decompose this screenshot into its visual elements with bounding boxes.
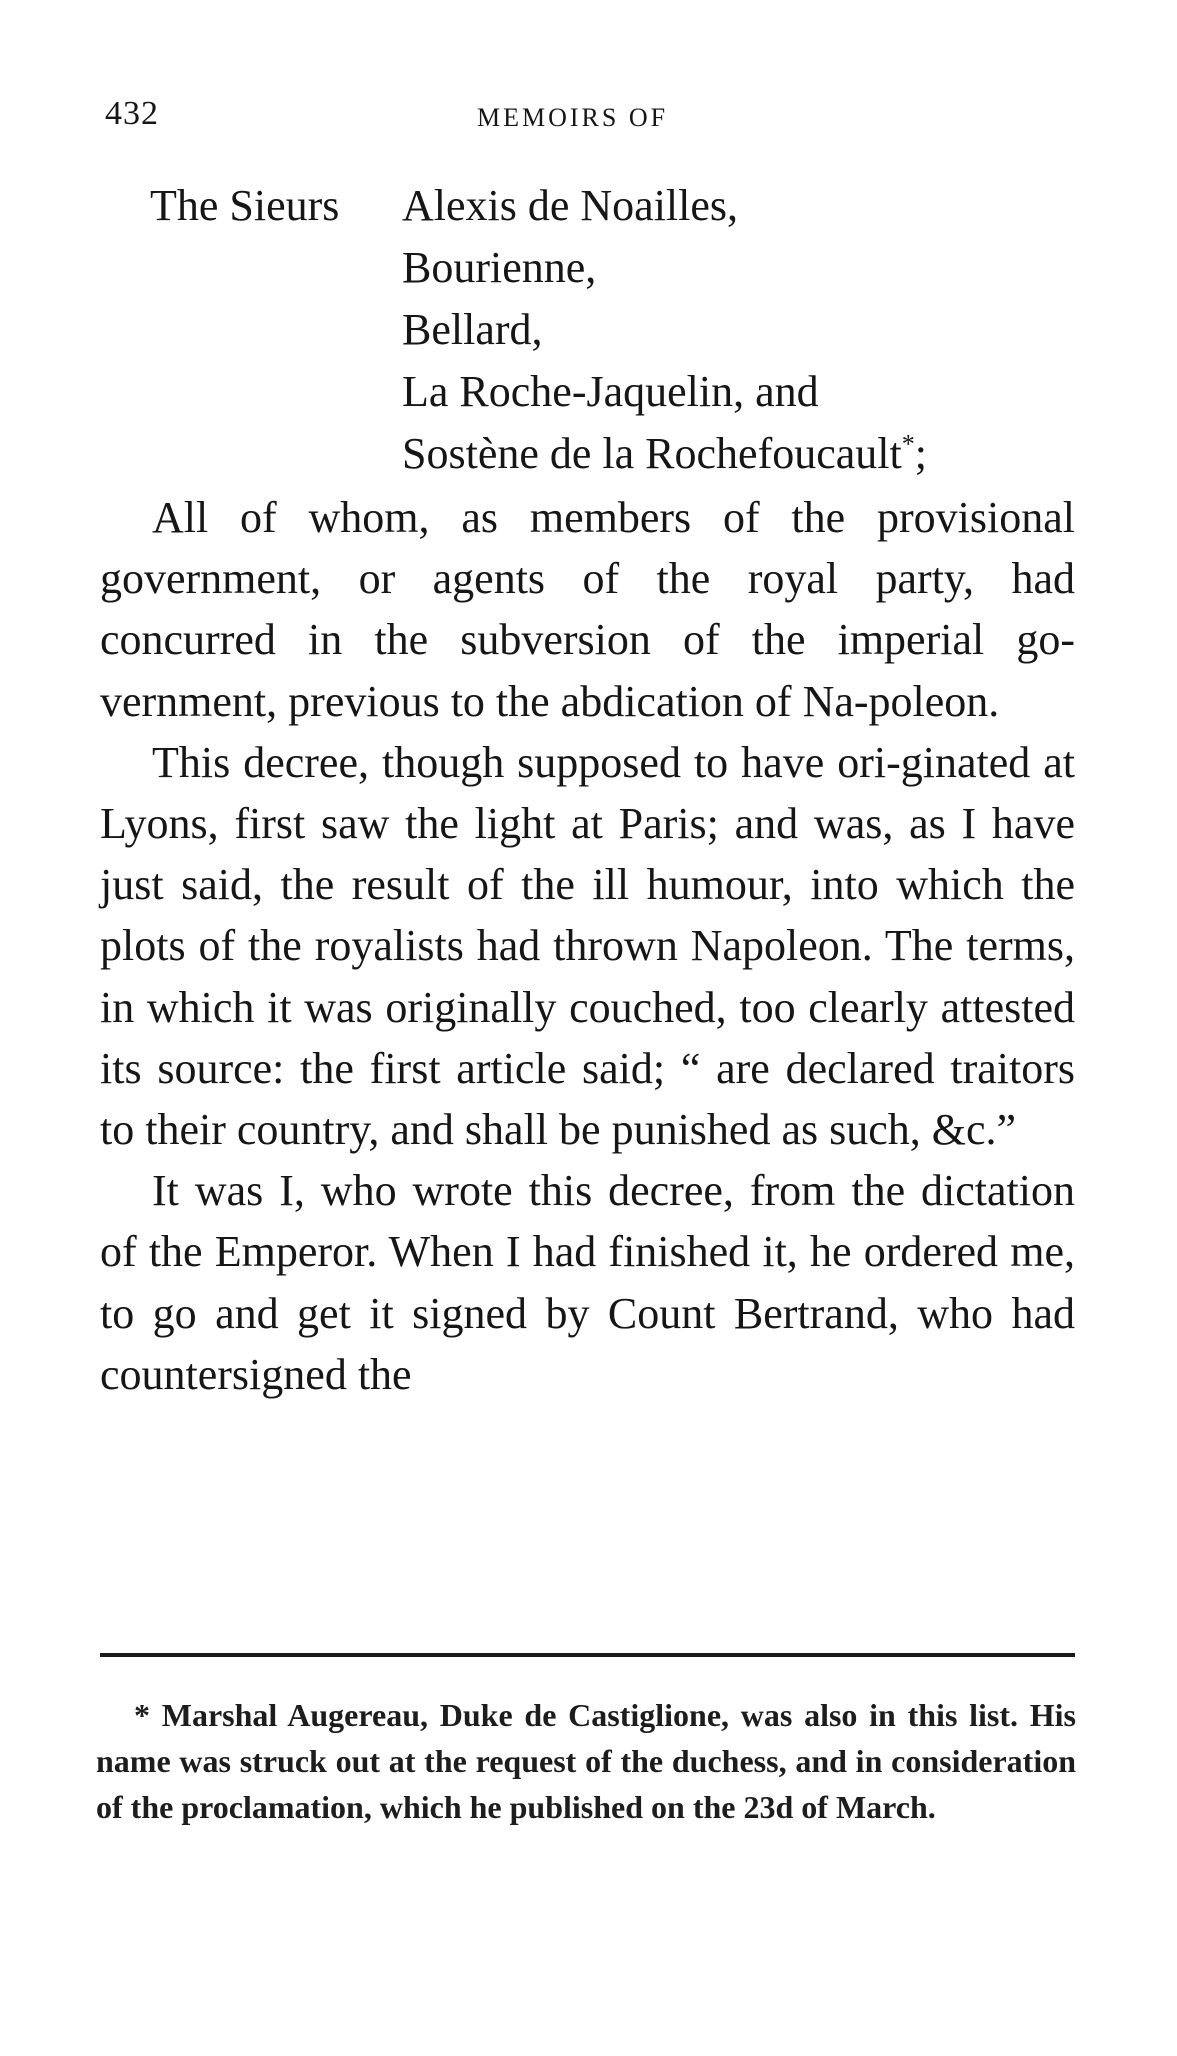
names-list-item: Alexis de Noailles, [402, 181, 739, 230]
paragraph: All of whom, as members of the provisional government, or agents of the royal party, had concurred in the subversion of the imperial go-vernment, previous to the abdication of Na-poleon. [100, 493, 1075, 726]
paragraph: This decree, though supposed to have ori-ginated at Lyons, first saw the light at Paris; and was, as I have just said, the result of the ill humour, into which the plots of the royalists had thrown Napoleon. The terms, in which it was originally couched, too clearly attested its source: the first article said; “ are declared traitors to their country, and shall be punished as such, &c.” [100, 737, 1075, 1155]
names-list-item-suffix: ; [914, 429, 927, 478]
names-list-prefix: The Sieurs [150, 181, 340, 230]
footnote-reference-mark: * [901, 429, 915, 459]
footnote-paragraph [96, 1692, 1076, 1830]
page-header [105, 95, 1075, 145]
footnote-text: Marshal Augereau, Duke de Castiglione, was also in this list. His name was struck out at the request of the duchess, and in consideration of the proclamation, which he published on the 23d of March. [96, 1697, 1077, 1825]
names-list-item: La Roche-Jaquelin, and [402, 367, 819, 416]
footnote-mark: * [134, 1697, 150, 1733]
footnote [96, 1692, 1076, 1830]
names-list-item: Bourienne, [402, 243, 597, 292]
running-head: MEMOIRS OF [477, 103, 669, 132]
names-list-item-last [402, 423, 927, 485]
page-number: 432 [105, 95, 159, 132]
footnote-divider [100, 1653, 1075, 1657]
body-text [100, 487, 1075, 1405]
names-list-item-text: Sostène de la Rochefoucault [402, 429, 902, 478]
names-list-item: Bellard, [402, 305, 543, 354]
paragraph: It was I, who wrote this decree, from the dictation of the Emperor. When I had finished it, he ordered me, to go and get it signed by Count Bertrand, who had countersigned the [100, 1166, 1075, 1399]
